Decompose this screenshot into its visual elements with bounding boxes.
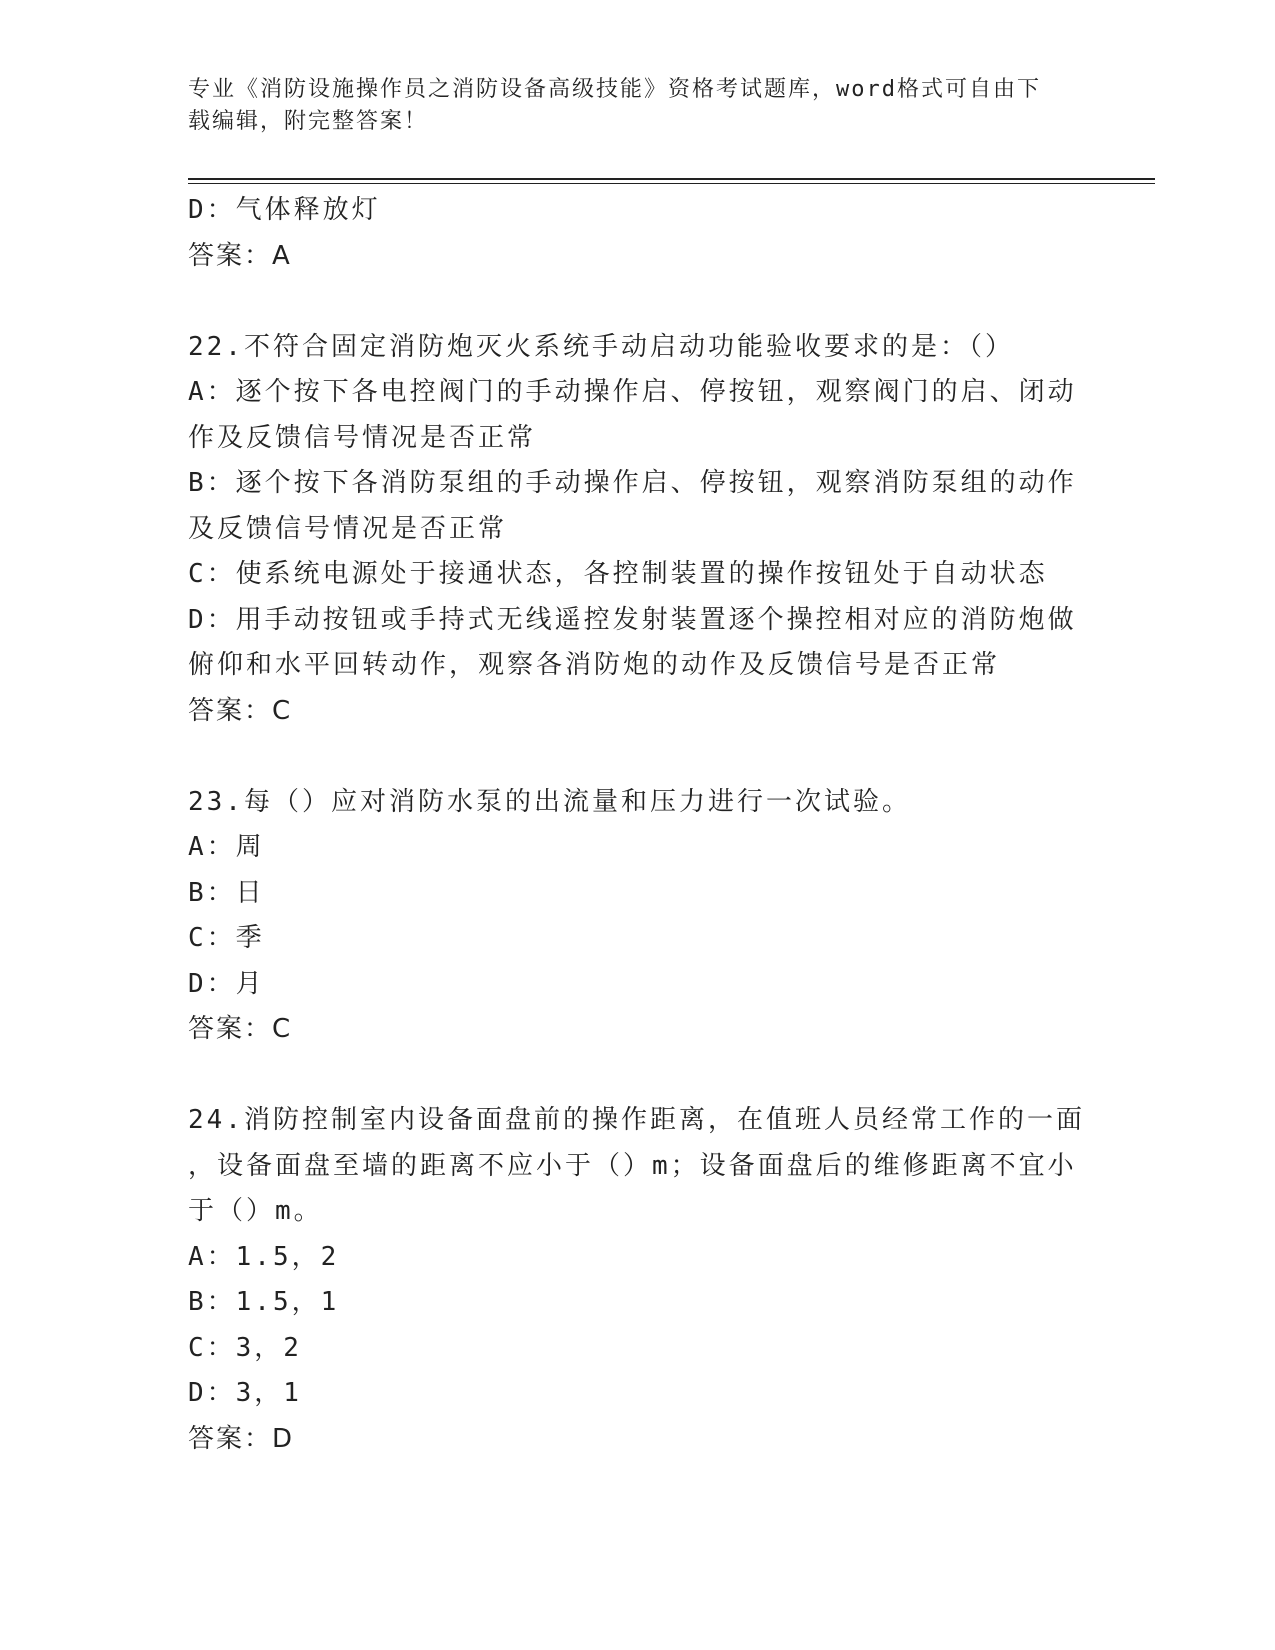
question-stem-continued: ，设备面盘至墙的距离不应小于（）m；设备面盘后的维修距离不宜小 — [188, 1150, 1077, 1181]
question-spacer — [188, 1053, 1088, 1099]
answer-line: 答案：C — [188, 1014, 293, 1044]
question-stem: 22.不符合固定消防炮灭火系统手动启动功能验收要求的是：（） — [188, 331, 1014, 362]
question-stem: 24.消防控制室内设备面盘前的操作距离，在值班人员经常工作的一面 — [188, 1105, 1085, 1135]
question-spacer — [188, 279, 1088, 325]
question-24 — [188, 1098, 1088, 1462]
option-c: C：季 — [188, 923, 265, 953]
option-d: D：气体释放灯 — [188, 195, 381, 225]
option-b: B：1.5，1 — [188, 1287, 340, 1317]
option-a: A：周 — [188, 832, 265, 862]
option-b: B：逐个按下各消防泵组的手动操作启、停按钮，观察消防泵组的动作 — [188, 468, 1077, 498]
question-23 — [188, 780, 1088, 1053]
answer-line: 答案：C — [188, 695, 293, 726]
answer-line: 答案：A — [188, 240, 292, 271]
option-d: D：用手动按钮或手持式无线遥控发射装置逐个操控相对应的消防炮做 — [188, 604, 1077, 635]
answer-line: 答案：D — [188, 1423, 295, 1454]
option-b-continued: 及反馈信号情况是否正常 — [188, 513, 508, 544]
question-stem: 23.每（）应对消防水泵的出流量和压力进行一次试验。 — [188, 786, 911, 817]
question-list — [188, 188, 1088, 1462]
page-header — [188, 74, 1068, 138]
question-stem-continued: 于（）m。 — [188, 1196, 323, 1226]
option-a: A：1.5，2 — [188, 1241, 340, 1272]
header-line-1: 专业《消防设施操作员之消防设备高级技能》资格考试题库，word格式可自由下 — [188, 77, 1041, 102]
question-21 — [188, 188, 1088, 279]
option-d: D：3，1 — [188, 1378, 302, 1408]
header-divider-thin — [188, 183, 1155, 184]
header-line-2: 载编辑，附完整答案！ — [188, 109, 429, 134]
header-divider-thick — [188, 178, 1155, 180]
option-a-continued: 作及反馈信号情况是否正常 — [188, 422, 537, 453]
option-d-continued: 俯仰和水平回转动作，观察各消防炮的动作及反馈信号是否正常 — [188, 650, 1001, 680]
option-c: C：3，2 — [188, 1332, 302, 1363]
option-c: C：使系统电源处于接通状态，各控制装置的操作按钮处于自动状态 — [188, 559, 1048, 589]
question-spacer — [188, 734, 1088, 780]
question-22 — [188, 325, 1088, 735]
option-d: D：月 — [188, 968, 265, 999]
option-b: B：日 — [188, 877, 265, 908]
option-a: A：逐个按下各电控阀门的手动操作启、停按钮，观察阀门的启、闭动 — [188, 377, 1077, 407]
